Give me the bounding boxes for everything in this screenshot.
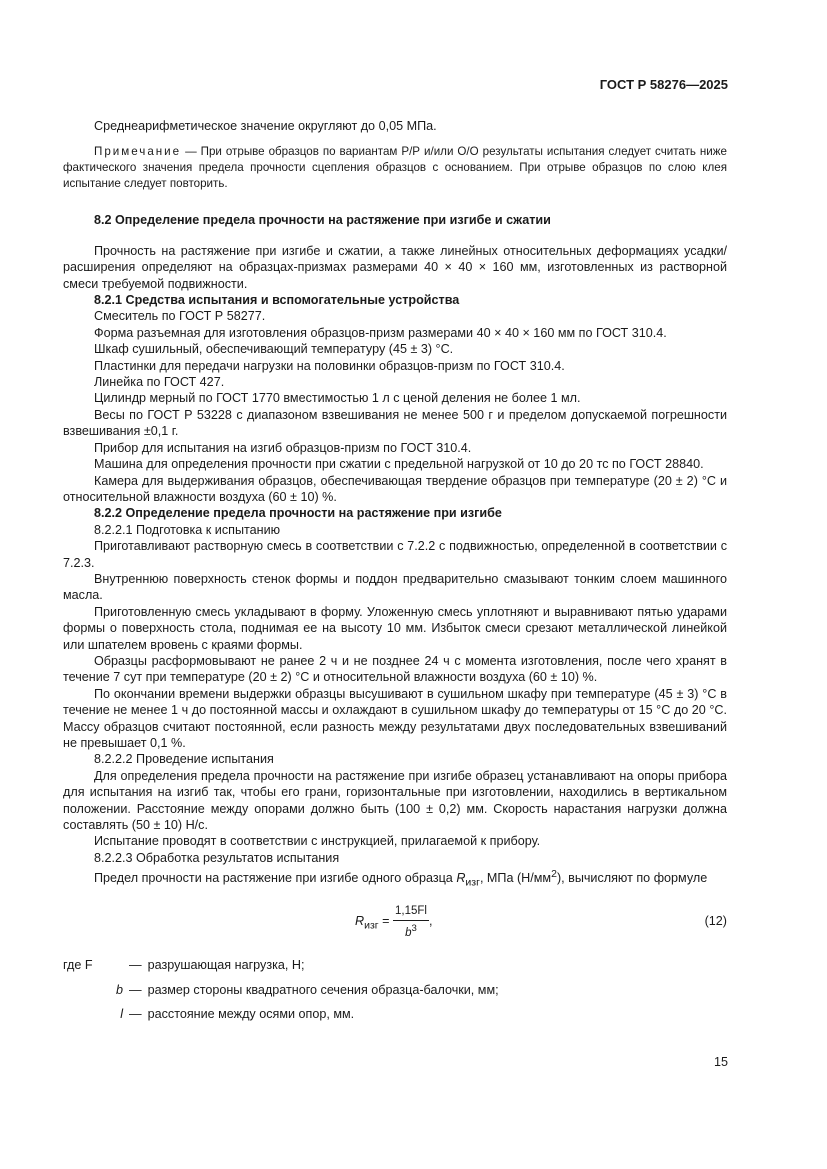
page-content bbox=[63, 118, 727, 1031]
where-text: размер стороны квадратного сечения образца-балочки, мм; bbox=[147, 982, 499, 997]
formula-den-base: b bbox=[405, 926, 412, 939]
section-8-2-2-title: 8.2.2 Определение предела прочности на растяжение при изгибе bbox=[94, 506, 502, 521]
where-text: расстояние между осями опор, мм. bbox=[147, 1007, 355, 1022]
where-dash: — bbox=[129, 1007, 142, 1022]
units-sup: 2 bbox=[551, 868, 557, 881]
symbol-r-sub: изг bbox=[465, 876, 480, 889]
preparation-para: Внутреннюю поверхность стенок формы и поддон предварительно смазывают тонким слоем машинного масла. bbox=[63, 571, 727, 603]
where-dash: — bbox=[129, 958, 142, 973]
formula-expression bbox=[355, 903, 432, 941]
equipment-item: Пластинки для передачи нагрузки на половинки образцов-призм по ГОСТ 310.4. bbox=[94, 358, 565, 373]
equipment-item: Цилиндр мерный по ГОСТ 1770 вместимостью 1 л с ценой деления не более 1 мл. bbox=[94, 391, 581, 406]
equipment-item: Линейка по ГОСТ 427. bbox=[94, 375, 225, 390]
section-8-2-2-1-title: 8.2.2.1 Подготовка к испытанию bbox=[94, 522, 281, 537]
equipment-item: Шкаф сушильный, обеспечивающий температуру (45 ± 3) °С. bbox=[94, 342, 454, 357]
equipment-item: Камера для выдерживания образцов, обеспечивающая твердение образцов при температуре (20 ± 2) °С и относительной влажности воздуха (60 ± 10) %. bbox=[63, 473, 727, 504]
section-8-2-2-3-title: 8.2.2.3 Обработка результатов испытания bbox=[94, 850, 340, 865]
where-text: разрушающая нагрузка, Н; bbox=[147, 958, 305, 973]
formula-trail: , bbox=[428, 914, 433, 929]
equipment-item: Машина для определения прочности при сжатии с предельной нагрузкой от 10 до 20 тс по ГОСТ 28840. bbox=[94, 457, 704, 472]
section-8-2-title: 8.2 Определение предела прочности на растяжение при изгибе и сжатии bbox=[94, 213, 551, 228]
results-para bbox=[63, 866, 727, 891]
where-label: где F bbox=[63, 958, 93, 973]
where-label bbox=[63, 1006, 129, 1022]
testing-para: Для определения предела прочности на растяжение при изгибе образец устанавливают на опоры прибора для испытания на изгиб так, чтобы его грани, горизонтальные при изготовлении, находились в вертикальном положении. Расстояние между опорами должно быть (100 ± 0,2) мм. Скорость нарастания нагрузки должна составлять (50 ± 10) Н/с. bbox=[63, 768, 727, 833]
formula-eq: = bbox=[378, 914, 393, 929]
formula-numerator: 1,15Fl bbox=[393, 903, 429, 920]
preparation-para: По окончании времени выдержки образцы высушивают в сушильном шкафу при температуре (45 ± 3) °С в течение не менее 1 ч до постоянной массы и охлаждают в сушильном шкафу до температуры от 15 °С до 20 °С. Массу образцов считают постоянной, если разность между результатами двух последовательных взвешиваний не превышает 0,1 %. bbox=[63, 686, 727, 750]
para-mean: Среднеарифметическое значение округляют до 0,05 МПа. bbox=[94, 119, 437, 133]
where-dash: — bbox=[129, 982, 142, 997]
document-header: ГОСТ Р 58276—2025 bbox=[599, 77, 728, 92]
where-symbol: b bbox=[115, 982, 123, 997]
page-number: 15 bbox=[713, 1055, 728, 1069]
equipment-item: Форма разъемная для изготовления образцов-призм размерами 40 × 40 × 160 мм по ГОСТ 310.4. bbox=[94, 325, 667, 340]
formula-denominator bbox=[393, 921, 429, 941]
formula-den-sup: 3 bbox=[411, 922, 417, 934]
section-8-2-intro: Прочность на растяжение при изгибе и сжатии, а также линейных относительных деформациях усадки/расширения определяют на образцах-призмах размерами 40 × 40 × 160 мм, изготовленных из растворной смеси требуемой подвижности. bbox=[63, 243, 727, 291]
equipment-item: Смеситель по ГОСТ Р 58277. bbox=[94, 309, 266, 324]
results-text-before: Предел прочности на растяжение при изгибе одного образца bbox=[94, 871, 457, 886]
formula-lhs: R bbox=[355, 914, 365, 929]
equation-number: (12) bbox=[704, 914, 727, 929]
results-units: , МПа (Н/мм bbox=[479, 871, 552, 886]
preparation-para: Образцы расформовывают не ранее 2 ч и не позднее 24 ч с момента изготовления, после чего хранят в течение 7 сут при температуре (20 ± 2) °С и относительной влажности воздуха (60 ± 10) %. bbox=[63, 653, 727, 685]
note-label: Примечание bbox=[94, 145, 182, 159]
testing-para: Испытание проводят в соответствии с инструкцией, прилагаемой к прибору. bbox=[94, 834, 541, 849]
symbol-r: R bbox=[456, 871, 466, 886]
where-item bbox=[63, 1006, 727, 1022]
where-item bbox=[63, 957, 727, 973]
where-label bbox=[63, 982, 129, 998]
formula-lhs-sub: изг bbox=[364, 920, 379, 933]
preparation-para: Приготовленную смесь укладывают в форму. Уложенную смесь уплотняют и выравнивают пятью ударами формы о поверхность стола, поднимая ее на высоту 10 мм. Избыток смеси срезают металлической линейкой или шпателем вровень с краями формы. bbox=[63, 604, 727, 652]
section-8-2-2-2-title: 8.2.2.2 Проведение испытания bbox=[94, 752, 274, 767]
equipment-item: Прибор для испытания на изгиб образцов-призм по ГОСТ 310.4. bbox=[94, 440, 472, 455]
section-8-2-1-title: 8.2.1 Средства испытания и вспомогательные устройства bbox=[94, 293, 460, 308]
equipment-item: Весы по ГОСТ Р 53228 с диапазоном взвешивания не менее 500 г и пределом допускаемой погрешности взвешивания ±0,1 г. bbox=[63, 407, 727, 439]
where-list bbox=[63, 957, 727, 1022]
where-item bbox=[63, 982, 727, 998]
note bbox=[63, 144, 727, 192]
preparation-para: Приготавливают растворную смесь в соответствии с 7.2.2 с подвижностью, определенной в соответствии с 7.2.3. bbox=[63, 539, 727, 570]
note-text: — При отрыве образцов по вариантам Р/Р и/или О/О результаты испытания следует считать ниже фактического значения предела прочности сцепления образцов с основанием. При отрыве образцов по слою клея испытание следует повторить. bbox=[63, 145, 727, 191]
where-symbol: l bbox=[120, 1007, 123, 1022]
formula-fraction bbox=[393, 903, 429, 941]
results-text-after: ), вычисляют по формуле bbox=[556, 871, 708, 886]
formula-12 bbox=[63, 903, 727, 947]
